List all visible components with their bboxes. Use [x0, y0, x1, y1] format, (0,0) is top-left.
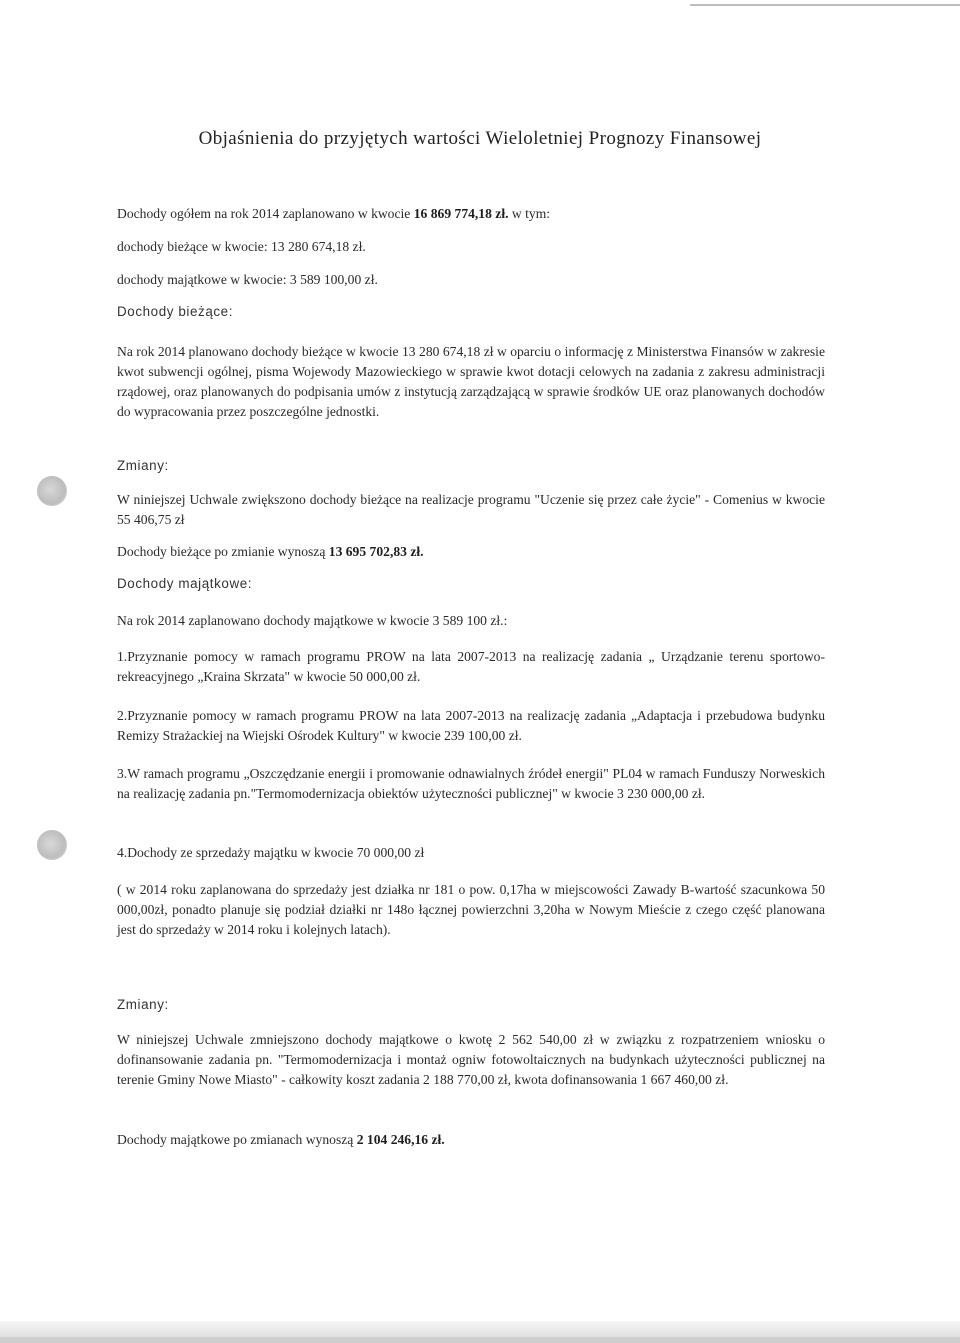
capital-item-4-note: ( w 2014 roku zaplanowana do sprzedaży jest działka nr 181 o pow. 0,17ha w miejscowości Zawady B-wartość szacunkowa 50 000,00zł, ponadto planuje się podział działki nr 148o łącznej powierzchni 3,20ha w Nowym Mieście z czego część planowana jest do sprzedaży w 2014 roku i kolejnych latach).: [117, 882, 825, 937]
scan-bottom-shadow: [0, 1337, 960, 1343]
capital-item-2: 2.Przyznanie pomocy w ramach programu PROW na lata 2007-2013 na realizację zadania „Adaptacja i przebudowa budynku Remizy Strażackiej na Wiejski Ośrodek Kultury" w kwocie 239 100,00 zł.: [117, 708, 825, 743]
capital-income-heading: Dochody majątkowe:: [117, 576, 253, 591]
current-income-text: Na rok 2014 planowano dochody bieżące w kwocie 13 280 674,18 zł w oparciu o informację z Ministerstwa Finansów w zakresie kwot subwencji ogólnej, pisma Wojewody Mazowieckiego w sprawie kwot dotacji celowych na zadania z zakresu administracji rządowej, oraz planowanych do podpisania umów z instytucją zarządzającą w sprawie środków UE oraz planowanych dochodów do wypracowania przez poszczególne jednostki.: [117, 344, 825, 419]
capital-item-1: 1.Przyznanie pomocy w ramach programu PROW na lata 2007-2013 na realizację zadania „ Urządzanie terenu sportowo-rekreacyjnego „Kraina Skrzata" w kwocie 50 000,00 zł.: [117, 649, 825, 684]
capital-item-4: 4.Dochody ze sprzedaży majątku w kwocie 70 000,00 zł: [117, 845, 425, 860]
capital-after-prefix: Dochody majątkowe po zmianach wynoszą: [117, 1132, 357, 1147]
capital-item-3: 3.W ramach programu „Oszczędzanie energii i promowanie odnawialnych źródeł energii" PL04 w ramach Funduszy Norweskich na realizację zadania pn."Termomodernizacja obiektów użyteczności publicznej" w kwocie 3 230 000,00 zł.: [117, 766, 825, 801]
current-changes-heading: Zmiany:: [117, 458, 169, 473]
scan-top-line: [690, 4, 960, 6]
capital-after-amount: 2 104 246,16 zł.: [356, 1132, 445, 1147]
punch-hole: [37, 476, 67, 506]
current-after-amount: 13 695 702,83 zł.: [328, 544, 424, 559]
current-after-change: [117, 542, 825, 562]
total-income-prefix: Dochody ogółem na rok 2014 zaplanowano w kwocie: [117, 206, 414, 221]
current-after-prefix: Dochody bieżące po zmianie wynoszą: [117, 544, 329, 559]
punch-hole: [37, 830, 67, 860]
capital-after-change: [117, 1130, 825, 1150]
capital-income-line: dochody majątkowe w kwocie: 3 589 100,00 zł.: [117, 272, 378, 287]
page-title: Objaśnienia do przyjętych wartości Wieloletniej Prognozy Finansowej: [198, 128, 762, 149]
total-income-suffix: w tym:: [508, 206, 551, 221]
total-income-line: [117, 204, 825, 224]
capital-changes-text: W niniejszej Uchwale zmniejszono dochody majątkowe o kwotę 2 562 540,00 zł w związku z rozpatrzeniem wniosku o dofinansowanie zadania pn. "Termomodernizacja i montaż ogniw fotowoltaicznych na budynkach użyteczności publicznej na terenie Gminy Nowe Miasto" - całkowity koszt zadania 2 188 770,00 zł, kwota dofinansowania 1 667 460,00 zł.: [117, 1032, 825, 1087]
total-income-amount: 16 869 774,18 zł.: [413, 206, 509, 221]
capital-changes-heading: Zmiany:: [117, 997, 169, 1012]
current-income-line: dochody bieżące w kwocie: 13 280 674,18 zł.: [117, 239, 366, 254]
capital-intro: Na rok 2014 zaplanowano dochody majątkowe w kwocie 3 589 100 zł.:: [117, 613, 508, 628]
current-income-heading: Dochody bieżące:: [117, 304, 234, 319]
current-changes-text: W niniejszej Uchwale zwiększono dochody bieżące na realizacje programu "Uczenie się przez całe życie" - Comenius w kwocie 55 406,75 zł: [117, 492, 825, 527]
